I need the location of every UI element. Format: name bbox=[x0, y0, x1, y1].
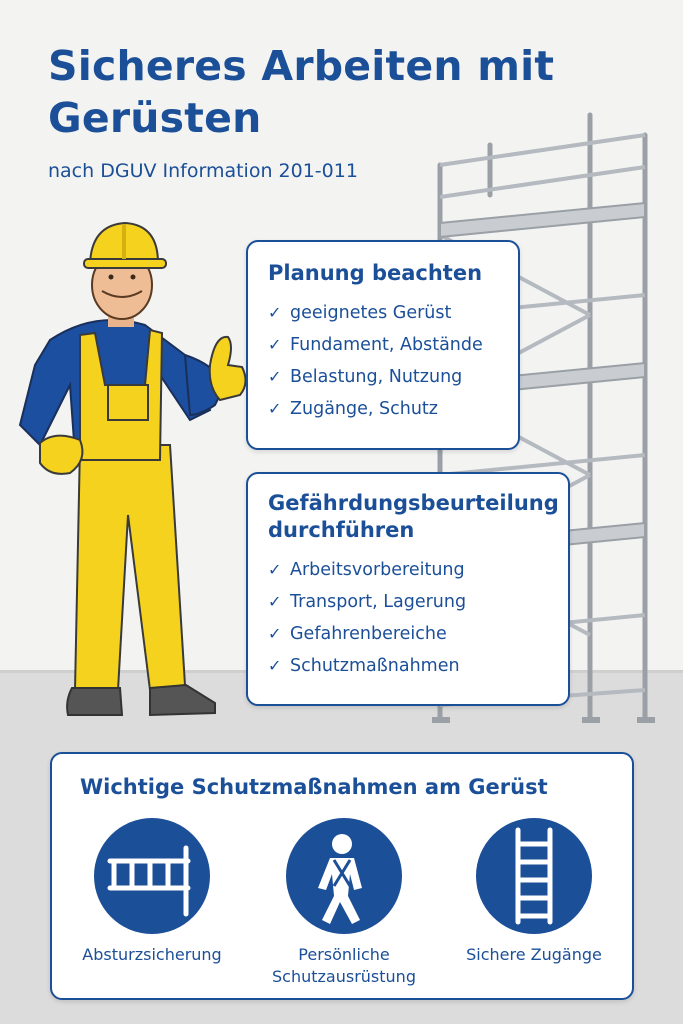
planning-heading: Planung beachten bbox=[268, 261, 483, 285]
check-icon: ✓ bbox=[268, 335, 282, 354]
harness-person-icon bbox=[284, 816, 404, 936]
planning-card bbox=[246, 240, 520, 450]
planning-list bbox=[268, 297, 500, 425]
list-item: ✓ Schutzmaßnahmen bbox=[268, 650, 554, 682]
list-item: ✓ Fundament, Abstände bbox=[268, 329, 500, 361]
check-icon: ✓ bbox=[268, 399, 282, 418]
risk-assessment-heading: Gefährdungsbeurteilung durchführen bbox=[268, 491, 559, 542]
list-item: ✓ Belastung, Nutzung bbox=[268, 361, 500, 393]
fall-protection-label: Absturzsicherung bbox=[82, 945, 222, 964]
list-item: ✓ Transport, Lagerung bbox=[268, 586, 554, 618]
fall-protection-item bbox=[57, 816, 247, 966]
safe-access-label: Sichere Zugänge bbox=[466, 945, 602, 964]
check-icon: ✓ bbox=[268, 624, 282, 643]
page-subtitle: nach DGUV Information 201-011 bbox=[48, 160, 358, 182]
worker-illustration bbox=[10, 215, 260, 735]
check-icon: ✓ bbox=[268, 592, 282, 611]
ladder-icon bbox=[474, 816, 594, 936]
list-item: ✓ Gefahrenbereiche bbox=[268, 618, 554, 650]
railing-icon bbox=[92, 816, 212, 936]
ppe-item bbox=[249, 816, 439, 988]
risk-assessment-list bbox=[268, 554, 554, 682]
ppe-label: Persönliche Schutzausrüstung bbox=[272, 945, 416, 986]
list-item: ✓ geeignetes Gerüst bbox=[268, 297, 500, 329]
protection-measures-heading: Wichtige Schutzmaßnahmen am Gerüst bbox=[80, 775, 548, 799]
check-icon: ✓ bbox=[268, 656, 282, 675]
page-title: Sicheres Arbeiten mit Gerüsten bbox=[48, 42, 555, 142]
list-item: ✓ Arbeitsvorbereitung bbox=[268, 554, 554, 586]
safe-access-item bbox=[439, 816, 629, 966]
list-item: ✓ Zugänge, Schutz bbox=[268, 393, 500, 425]
check-icon: ✓ bbox=[268, 367, 282, 386]
check-icon: ✓ bbox=[268, 560, 282, 579]
protection-measures-card bbox=[50, 752, 634, 1000]
risk-assessment-card bbox=[246, 472, 570, 706]
check-icon: ✓ bbox=[268, 303, 282, 322]
